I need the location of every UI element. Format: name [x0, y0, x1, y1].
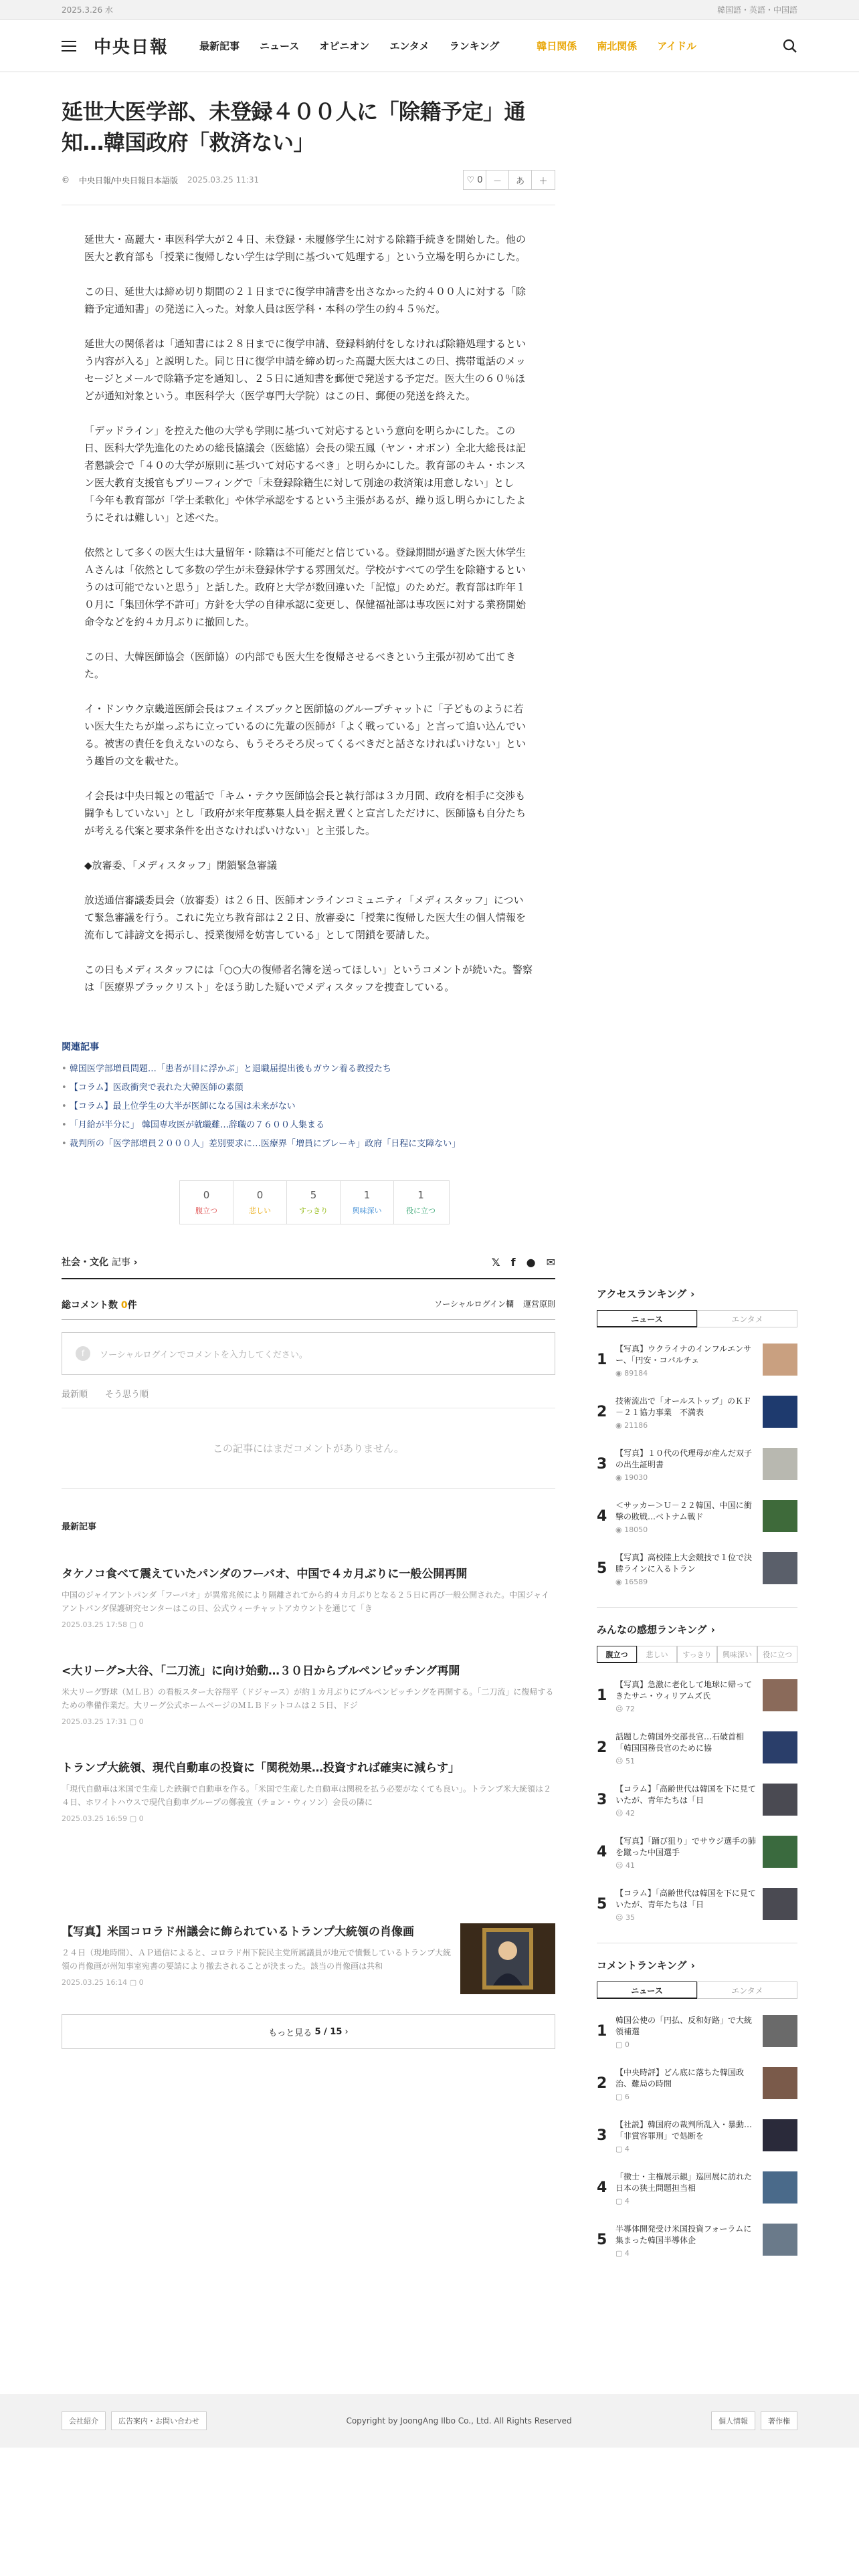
tab-refreshing[interactable]: すっきり [677, 1646, 717, 1663]
ranking-item[interactable]: 1 【写真】急激に老化して地球に帰ってきたサニ・ウィリアムズ氏 ☹ 72 [597, 1679, 797, 1715]
related-link[interactable]: • 裁判所の「医学部増員２０００人」差別要求に…医療界「増員にブレーキ」政府「日程に支障ない」 [62, 1135, 555, 1154]
related-link[interactable]: • 「月給が半分に」 韓国専攻医が就職難…辞職の７６００人集まる [62, 1116, 555, 1135]
reaction-buttons [179, 1180, 450, 1224]
related-link[interactable]: • 【コラム】医政衝突で表れた大韓医師の素顔 [62, 1079, 555, 1097]
copyright-icon: © [62, 175, 70, 185]
menu-icon[interactable] [62, 41, 76, 51]
ranking-item[interactable]: 4 ＜サッカー＞Ｕ－２２韓国、中国に衝撃の敗戦…ベトナム戦ド ◉ 18050 [597, 1500, 797, 1536]
no-comments-message: この記事にはまだコメントがありません。 [62, 1408, 555, 1489]
eye-icon: ◉ [615, 1525, 622, 1534]
language-links[interactable]: 韓国語・英語・中国語 [717, 5, 797, 15]
article-paragraph: イ・ドンウク京畿道医師会長はフェイスブックと医師協のグループチャットに「子どものように若い医大生たちが崖っぷちに立っているのに先輩の医師が「よく戦っている」と言って追い込んでいる。被害の責任を負えないのなら、もうそろそろ戻ってくるべきだと話さなければいけない」という趣旨の文を載せた。 [84, 703, 527, 767]
ranking-thumbnail [763, 2015, 797, 2047]
more-button[interactable]: もっと見る 5 / 15 › [62, 2014, 555, 2049]
reaction-refreshing[interactable]: 5 すっきり [287, 1181, 341, 1224]
comment-count: 0 [120, 1300, 128, 1311]
article-paragraph: 依然として多くの医大生は大量留年・除籍は不可能だと信じている。登録期間が過ぎた医大休学生Ａさんは「依然として多数の学生が未登録休学する雰囲気だ。学校がすべての学生を除籍するというのは可能でないと思う」と話した。政府と大学が数回違いた「記憶」のためだ。教育部は昨年１０月に「集団休学不許可」方針を大学の自律承認に変更し、保健福祉部は専攻医に対する業務開始命令などを約４カ月ぶりに撤回した。 [84, 546, 527, 628]
current-date: 2025.3.26 水 [62, 5, 113, 15]
article-tools [463, 170, 555, 190]
latest-title[interactable]: トランプ大統領、現代自動車の投資に「関税効果…投資すれば確実に減らす」 [62, 1761, 460, 1775]
ranking-thumbnail [763, 2224, 797, 2256]
font-increase-button[interactable]: ＋ [539, 176, 548, 187]
mail-share-icon[interactable]: ✉ [546, 1255, 555, 1269]
tab-sad[interactable]: 悲しい [637, 1646, 677, 1663]
eye-icon: ◉ [615, 1369, 622, 1378]
latest-label: 最新記事 [62, 1522, 97, 1532]
copyright-link[interactable]: 著作権 [761, 2411, 797, 2430]
comment-icon: ▢ [615, 2145, 623, 2153]
latest-photo-article[interactable]: 【写真】米国コロラド州議会に飾られているトランプ大統領の肖像画 ２４日（現地時間）、ＡＰ通信によると、コロラド州下院民主党所属議員が地元で憤慨しているトランプ大統領の肖像画が州知事室宛書の要請により撤去されることが決まった。該当の肖像画は共和 2025.03.25 16:14 ▢ 0 [62, 1923, 555, 1994]
content-area [0, 96, 859, 2258]
article-paragraph: この日、大韓医師協会（医師協）の内部でも医大生を復帰させるべきという主張が初めて出てきた。 [84, 651, 516, 680]
article-datetime: 2025.03.25 11:31 [187, 175, 260, 185]
ranking-item[interactable]: 4 【写真】「踊び狙り」でサウジ選手の肺を蹴った中国選手 ☹ 41 [597, 1836, 797, 1872]
article-byline [62, 170, 555, 205]
comment-ranking-tabs [597, 1981, 797, 1999]
main-menu [199, 39, 696, 53]
ranking-item[interactable]: 5 【コラム】「高齢世代は韓国を下に見ていたが、青年たちは「日 ☹ 35 [597, 1888, 797, 1924]
nav-korea-japan[interactable]: 韓日関係 [537, 40, 577, 52]
ranking-thumbnail [763, 1344, 797, 1376]
access-ranking-tabs [597, 1310, 797, 1327]
reaction-icon: ☹ [615, 1757, 624, 1765]
nav-latest[interactable]: 最新記事 [199, 40, 240, 52]
site-footer [0, 2394, 859, 2448]
rules-link[interactable]: 運営原則 [522, 1299, 555, 1309]
portrait-thumbnail[interactable] [460, 1923, 555, 1994]
article-paragraph: この日、延世大は締め切り期間の２１日までに復学申請書を出さなかった約４００人に対する「除籍予定通知書」の発送に入った。対象人員は医学科・本科の学生の約４５％だ。 [84, 286, 527, 315]
article-body [62, 205, 555, 996]
ranking-thumbnail [763, 2171, 797, 2204]
comment-icon: ▢ [615, 2197, 623, 2206]
ranking-item[interactable]: 2 【中央時評】どん底に落ちた韓国政治、難局の時間 ▢ 6 [597, 2067, 797, 2103]
ranking-item[interactable]: 5 【写真】高校陸上大会競技で１位で決勝ラインに入るトラン ◉ 16589 [597, 1552, 797, 1588]
heart-icon: ♡ [466, 175, 475, 185]
portrait-image [481, 1927, 535, 1991]
eye-icon: ◉ [615, 1578, 622, 1586]
reaction-icon: ☹ [615, 1861, 624, 1870]
comment-ranking-title[interactable]: コメントランキング › [597, 1959, 695, 1971]
share-buttons [492, 1256, 555, 1269]
search-icon[interactable] [783, 39, 797, 53]
ranking-thumbnail [763, 1500, 797, 1532]
reaction-sad[interactable]: 0 悲しい [233, 1181, 287, 1224]
comment-icon: ▢ [129, 1978, 137, 1987]
comment-icon: ▢ [615, 2249, 623, 2258]
copyright-text: Copyright by JoongAng Ilbo Co., Ltd. All Rights Reserved [346, 2416, 572, 2426]
article-paragraph: 放送通信審議委員会（放審委）は２６日、医師オンラインコミュニティ「メディスタッフ」について緊急審議を行う。これに先立ち教育部は２２日、放審委に「授業に復帰した医大生の個人情報を流布して誹謗文を掲示し、授業復帰を妨害している」として閉鎖を要請した。 [84, 894, 527, 941]
section-share-bar: 社会・文化 記事 › 𝕏 f ● ✉ [62, 1255, 555, 1279]
latest-article[interactable]: <大リーグ>大谷、「二刀流」に向け始動…３０日からブルペンピッチング再開 米大リーグ野球（ＭＬＢ）の看板スター大谷翔平（ドジャース）が約１カ月ぶりにブルペンピッチングを再開する。「二刀流」に復帰するための準備作業だ。大リーグ公式ホームページのＭＬＢドットコムは２５日、ドジ 2025.03.25 17:31 ▢ 0 [62, 1662, 555, 1726]
reaction-angry[interactable]: 0 腹立つ [180, 1181, 233, 1224]
chevron-right-icon: › [690, 1959, 695, 1971]
comment-icon: ▢ [129, 1814, 137, 1823]
related-articles [62, 1040, 555, 1154]
font-size-label: あ [509, 171, 532, 189]
right-sidebar [597, 1287, 797, 2260]
ad-contact-link[interactable]: 広告案内・お問い合わせ [111, 2411, 207, 2430]
sort-agree[interactable]: そう思う順 [105, 1390, 149, 1400]
tab-entertainment[interactable]: エンタメ [697, 1981, 797, 1999]
photo-title[interactable]: 【写真】米国コロラド州議会に飾られているトランプ大統領の肖像画 [62, 1925, 414, 1939]
ranking-item[interactable]: 2 話題した韓国外交部長官…石破首相「韓国国務長官のために協 ☹ 51 [597, 1731, 797, 1767]
ranking-thumbnail [763, 1731, 797, 1763]
comment-sort-tabs [62, 1387, 555, 1408]
nav-entertainment[interactable]: エンタメ [389, 40, 430, 52]
chevron-right-icon: › [710, 1623, 715, 1636]
latest-article[interactable]: タケノコ食べて震えていたパンダのフーバオ、中国で４カ月ぶりに一般公開再開 中国のジャイアントパンダ「フーバオ」が異常兆候により隔離されてから約４カ月ぶりとなる２５日に再び一般公開された。中国ジャイアントパンダ保護研究センターはこの日、公式ウィーチャットアカウントを通じて「き 2025.03.25 17:58 ▢ 0 [62, 1566, 555, 1629]
ranking-thumbnail [763, 2119, 797, 2151]
nav-news[interactable]: ニュース [260, 40, 300, 52]
eye-icon: ◉ [615, 1421, 622, 1430]
ranking-thumbnail [763, 1396, 797, 1428]
ranking-item[interactable]: 1 韓国公使の「円払、反和好路」で大統領補選 ▢ 0 [597, 2015, 797, 2051]
article-paragraph: イ会長は中央日報との電話で「キム・テクウ医師協会長と執行部は３カ月間、政府を相手に交渉も闘争もしていない」とし「政府が来年度募集人員を据え置くと宣言しただけに、医師協も自分たちが考える代案と要求条件を出さなければいけない」と主張した。 [84, 790, 527, 837]
reaction-helpful[interactable]: 1 役に立つ [406, 1189, 436, 1215]
feelings-ranking-title[interactable]: みんなの感想ランキング › [597, 1623, 715, 1636]
photo-summary: ２４日（現地時間）、ＡＰ通信によると、コロラド州下院民主党所属議員が地元で憤慨しているトランプ大統領の肖像画が州知事室宛書の要請により撤去されることが決まった。該当の肖像画は共和 [62, 1948, 452, 1971]
ranking-thumbnail [763, 2067, 797, 2099]
access-ranking-title[interactable]: アクセスランキング › [597, 1287, 695, 1300]
company-link[interactable]: 会社紹介 [62, 2411, 106, 2430]
comment-input[interactable] [62, 1332, 555, 1375]
latest-summary: 中国のジャイアントパンダ「フーバオ」が異常兆候により隔離されてから約４カ月ぶりとなる２５日に再び一般公開された。中国ジャイアントパンダ保護研究センターはこの日、公式ウィーチャットアカウントを通じて「き [62, 1590, 550, 1613]
sort-latest[interactable]: 最新順 [62, 1390, 88, 1400]
chevron-right-icon: › [345, 2026, 349, 2037]
chevron-right-icon: › [690, 1287, 695, 1300]
latest-article[interactable]: トランプ大統領、現代自動車の投資に「関税効果…投資すれば確実に減らす」 「現代自動車は米国で生産した鉄鋼で自動車を作る。「米国で生産した自動車は関税を払う必要がなくても良い」。トランプ米大統領は２４日、ホワイトハウスで現代自動車グループの鄭義宣（チョン・ウィソン）会長の隣に 2025.03.25 16:59 ▢ 0 [62, 1759, 555, 1823]
eye-icon: ◉ [615, 1473, 622, 1482]
ranking-item[interactable]: 3 【コラム】「高齢世代は韓国を下に見ていたが、青年たちは「日 ☹ 42 [597, 1784, 797, 1820]
reaction-icon: ☹ [615, 1705, 624, 1713]
ranking-item[interactable]: 4 「徴士・主権展示観」巡回展に訪れた日本の狭土問題担当相 ▢ 4 [597, 2171, 797, 2208]
article-source: 中央日報/中央日報日本語版 [79, 175, 179, 185]
like-button[interactable]: ♡ 0 [464, 171, 486, 189]
site-logo[interactable]: 中央日報 [94, 37, 169, 58]
article-subheading: ◆放審委、「メディスタッフ」閉鎖緊急審議 [84, 859, 277, 871]
ranking-thumbnail [763, 1448, 797, 1480]
article-paragraph: 延世大の関係者は「通知書には２８日までに復学申請、登録料納付をしなければ除籍処理するという内容が入る」と説明した。同じ日に復学申請を締め切った高麗大医大はこの日、携帯電話のメッセージとメールで除籍予定を通知し、２５日に通知書を郵便で発送する予定だ。医大生の６０％ほどが通知対象という。車医科学大（医学専門大学院）はこの日、郵便の発送を終えた。 [84, 338, 527, 402]
related-link[interactable]: • 【コラム】最上位学生の大半が医師になる国は未来がない [62, 1097, 555, 1116]
ranking-item[interactable]: 2 技術流出で「オールストップ」のＫＦ－２１協力事業 不満表 ◉ 21186 [597, 1396, 797, 1432]
facebook-share-icon[interactable]: f [510, 1255, 516, 1269]
page-indicator: 5 / 15 [314, 2026, 343, 2037]
chevron-right-icon: › [133, 1257, 138, 1268]
related-title: 関連記事 [62, 1042, 99, 1053]
ranking-item[interactable]: 1 【写真】ウクライナのインフルエンサー、「円安・コパルチェ ◉ 89184 [597, 1344, 797, 1380]
reaction-icon: ☹ [615, 1809, 624, 1818]
article-paragraph: この日もメディスタッフには「○○大の復帰者名簿を送ってほしい」というコメントが続いた。警察は「医療界ブラックリスト」をほう助した疑いでメディスタッフを捜査している。 [84, 964, 533, 993]
tab-angry[interactable]: 腹立つ [597, 1646, 637, 1663]
privacy-link[interactable]: 個人情報 [711, 2411, 755, 2430]
nav-opinion[interactable]: オピニオン [319, 40, 370, 52]
ranking-item[interactable]: 3 【社説】韓国府の裁判所乱入・暴動…「非賞容罪刑」で処断を ▢ 4 [597, 2119, 797, 2155]
ranking-thumbnail [763, 1836, 797, 1868]
section-label[interactable]: 社会・文化 [62, 1257, 108, 1268]
comments-header: 総コメント数 0件 ソーシャルログイン欄 運営原則 [62, 1298, 555, 1320]
ranking-item[interactable]: 3 【写真】１０代の代理母が産んだ双子の出生証明書 ◉ 19030 [597, 1448, 797, 1484]
global-navigation [0, 20, 859, 72]
font-decrease-button[interactable]: － [486, 171, 509, 189]
x-share-icon[interactable]: 𝕏 [491, 1255, 500, 1269]
comment-icon: ▢ [615, 2092, 623, 2101]
tab-entertainment[interactable]: エンタメ [697, 1310, 797, 1327]
reaction-icon: ☹ [615, 1913, 624, 1922]
tab-news[interactable]: ニュース [597, 1981, 697, 1999]
ranking-thumbnail [763, 1888, 797, 1920]
article-paragraph: 「デッドライン」を控えた他の大学も学則に基づいて対応するという意向を明らかにした。この日、医科大学先進化のための総長協議会（医総協）会長の梁五鳳（ヤン・オボン）全北大総長は記者懇談会で「４０の大学が原則に基づいて対応するべき」と明らかにした。教育部のキム・ホンスン医大教育支援官もブリーフィングで「未登録除籍生に対して別途の救済策は用意しない」とし「今年も教育部が「学士柔軟化」や休学承認をするという主張があるが、繰り返し明らかにしたようにそれは難しい」と述べた。 [84, 425, 527, 524]
ranking-thumbnail [763, 1679, 797, 1711]
related-link[interactable]: • 韓国医学部増員問題…「患者が目に浮かぶ」と退職届提出後もガウン着る教授たち [62, 1060, 555, 1079]
top-utility-bar [0, 0, 859, 20]
comment-placeholder: ソーシャルログインでコメントを入力してください。 [100, 1350, 308, 1360]
ranking-thumbnail [763, 1784, 797, 1816]
line-share-icon[interactable]: ● [526, 1255, 536, 1269]
nav-idol[interactable]: アイドル [657, 40, 696, 52]
tab-interesting[interactable]: 興味深い [717, 1646, 757, 1663]
latest-summary: 米大リーグ野球（ＭＬＢ）の看板スター大谷翔平（ドジャース）が約１カ月ぶりにブルペンピッチングを再開する。「二刀流」に復帰するための準備作業だ。大リーグ公式ホームページのＭＬＢドットコムは２５日、ドジ [62, 1687, 554, 1710]
article-paragraph: 延世大・高麗大・車医科学大が２４日、未登録・未履修学生に対する除籍手続きを開始した。他の医大と教育部も「授業に復帰しない学生は学則に基づいて処理する」という立場を明らかにした。 [84, 233, 527, 263]
latest-summary: 「現代自動車は米国で生産した鉄鋼で自動車を作る。「米国で生産した自動車は関税を払う必要がなくても良い」。トランプ米大統領は２４日、ホワイトハウスで現代自動車グループの鄭義宣（チョン・ウィソン）会長の隣に [62, 1784, 552, 1807]
comment-icon: ▢ [615, 2040, 623, 2049]
article-headline: 延世大医学部、未登録４００人に「除籍予定」通知…韓国政府「救済ない」 [62, 99, 526, 155]
latest-title[interactable]: タケノコ食べて震えていたパンダのフーバオ、中国で４カ月ぶりに一般公開再開 [62, 1568, 468, 1581]
social-login-link[interactable]: ソーシャルログイン欄 [434, 1299, 514, 1309]
tab-news[interactable]: ニュース [597, 1310, 697, 1327]
tab-helpful[interactable]: 役に立つ [757, 1646, 797, 1663]
ranking-thumbnail [763, 1552, 797, 1584]
latest-title[interactable]: <大リーグ>大谷、「二刀流」に向け始動…３０日からブルペンピッチング再開 [62, 1665, 460, 1678]
feelings-ranking-tabs [597, 1646, 797, 1663]
facebook-icon: f [76, 1346, 90, 1361]
ranking-item[interactable]: 5 半導体開発受け米国投資フォーラムに集まった韓国半導体企 ▢ 4 [597, 2224, 797, 2260]
comment-icon: ▢ [129, 1620, 137, 1629]
nav-ranking[interactable]: ランキング [449, 40, 500, 52]
reaction-interesting[interactable]: 1 興味深い [341, 1181, 394, 1224]
nav-north-south[interactable]: 南北関係 [597, 40, 638, 52]
comment-icon: ▢ [129, 1717, 137, 1726]
